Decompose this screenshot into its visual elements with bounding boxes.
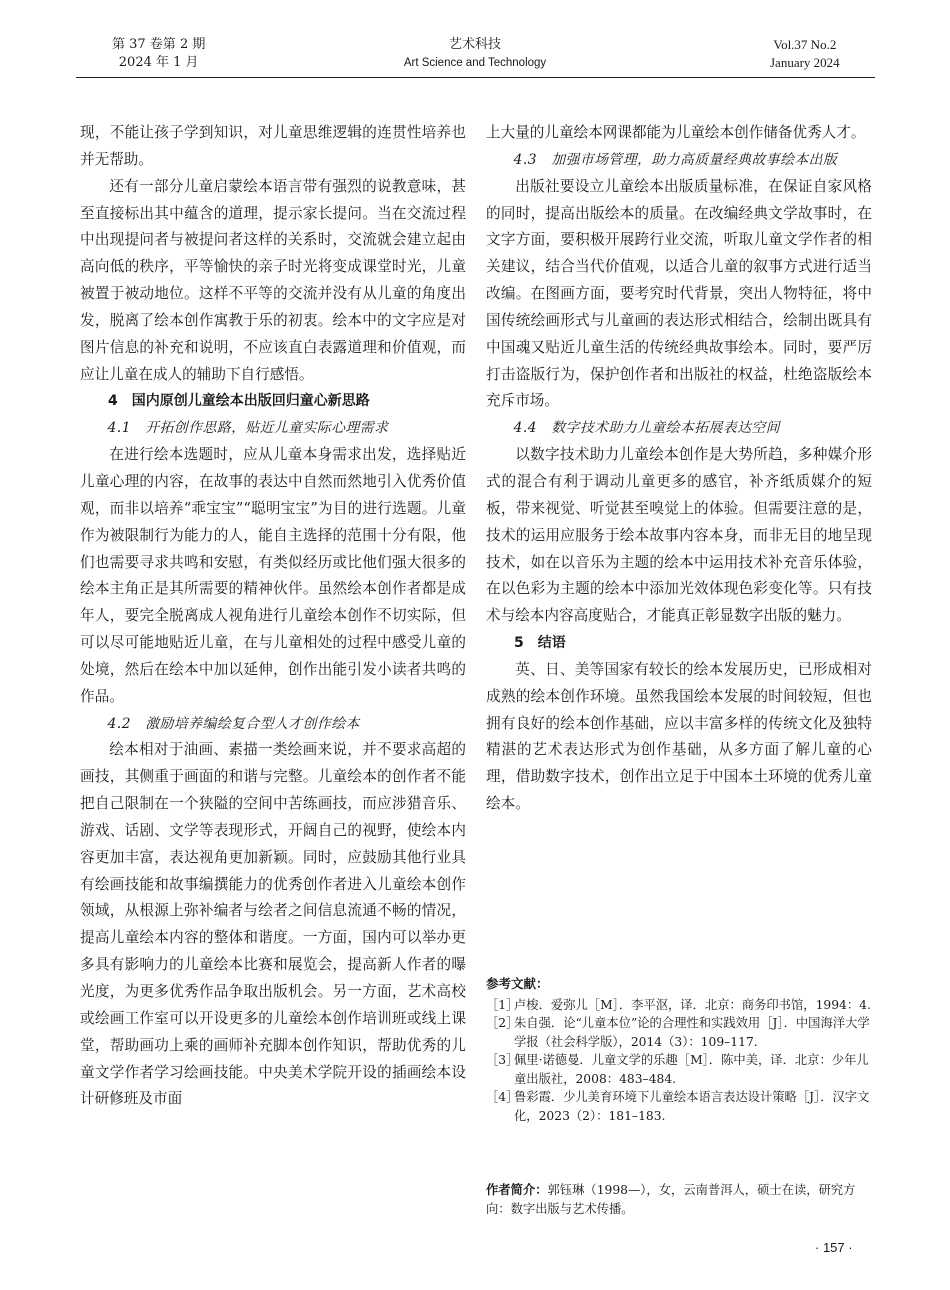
header-journal-cn: 艺术科技 [448, 37, 501, 52]
reference-item [486, 1014, 876, 1051]
header-left [112, 36, 205, 72]
header-date-cn: 2024 年 1 月 [118, 55, 199, 70]
author-bio-label: 作者简介： [486, 1183, 548, 1197]
header-date-en: January 2024 [770, 55, 840, 70]
paragraph: 上大量的儿童绘本网课都能为儿童绘本创作储备优秀人才。 [486, 124, 866, 141]
paragraph: 在进行绘本选题时，应从儿童本身需求出发，选择贴近儿童心理的内容，在故事的表达中自然而然地引入优秀价值观，而非以培养“乖宝宝”“聪明宝宝”为目的进行选题。儿童作为被限制行为能力的人，能自主选择的范围十分有限，他们也需要寻求共鸣和安慰，有类似经历或比他们强大很多的绘本主角正是其所需要的精神伙伴。虽然绘本创作者都是成年人，要完全脱离成人视角进行儿童绘本创作不切实际，但可以尽可能地贴近儿童，在与儿童相处的过程中感受儿童的处境，然后在绘本中加以延伸，创作出能引发小读者共鸣的作品。 [80, 446, 466, 705]
author-bio [486, 1181, 876, 1219]
subsection-heading-4-2: 4.2 激励培养编绘复合型人才创作绘本 [107, 715, 360, 732]
reference-text: 鲁彩霞．少儿美育环境下儿童绘本语言表达设计策略［J］．汉字文化，2023（2）：181–183. [514, 1090, 870, 1123]
references [486, 975, 876, 1125]
header-volume-cn: 第 37 卷第 2 期 [112, 37, 206, 52]
header-volume-en: Vol.37 No.2 [773, 37, 837, 52]
reference-number: ［2］ [486, 1016, 519, 1030]
subsection-heading-4-3: 4.3 加强市场管理，助力高质量经典故事绘本出版 [513, 151, 838, 168]
paragraph: 英、日、美等国家有较长的绘本发展历史，已形成相对成熟的绘本创作环境。虽然我国绘本发展的时间较短，但也拥有良好的绘本创作基础，应以丰富多样的传统文化及独特精湛的艺术表达形式为创作基础，从多方面了解儿童的心理，借助数字技术，创作出立足于中国本土环境的优秀儿童绘本。 [486, 660, 872, 813]
header-rule [76, 77, 875, 78]
reference-item [486, 1088, 876, 1125]
reference-text: 佩里·诺德曼．儿童文学的乐趣［M］．陈中美，译．北京：少年儿童出版社，2008：483–484. [514, 1053, 869, 1086]
paragraph: 以数字技术助力儿童绘本创作是大势所趋，多种媒介形式的混合有利于调动儿童更多的感官，补齐纸质媒介的短板，带来视觉、听觉甚至嗅觉上的体验。但需要注意的是，技术的运用应服务于绘本故事内容本身，而非无目的地呈现技术，如在以音乐为主题的绘本中运用技术补充音乐体验，在以色彩为主题的绘本中添加光效体现色彩变化等。只有技术与绘本内容高度贴合，才能真正彰显数字出版的魅力。 [486, 446, 872, 625]
reference-item [486, 996, 876, 1015]
paragraph: 出版社要设立儿童绘本出版质量标准，在保证自家风格的同时，提高出版绘本的质量。在改编经典文学故事时，在文字方面，要积极开展跨行业交流，听取儿童文学作者的相关建议，结合当代价值观，以适合儿童的叙事方式进行适当改编。在图画方面，要考究时代背景，突出人物特征，将中国传统绘画形式与儿童画的表达形式相结合，绘制出既具有中国魂又贴近儿童生活的传统经典故事绘本。同时，要严厉打击盗版行为，保护创作者和出版社的权益，杜绝盗版绘本充斥市场。 [486, 177, 872, 410]
references-title: 参考文献： [486, 976, 549, 991]
reference-number: ［3］ [486, 1053, 519, 1067]
paragraph: 还有一部分儿童启蒙绘本语言带有强烈的说教意味，甚至直接标出其中蕴含的道理，提示家长提问。当在交流过程中出现提问者与被提问者这样的关系时，交流就会建立起由高向低的秩序，平等愉快的亲子时光将变成课堂时光，儿童被置于被动地位。这样不平等的交流并没有从儿童的角度出发，脱离了绘本创作寓教于乐的初衷。绘本中的文字应是对图片信息的补充和说明，不应该直白表露道理和价值观，而应让儿童在成人的辅助下自行感悟。 [80, 177, 466, 383]
reference-text: 卢梭．爱弥儿［M］．李平沤，译．北京：商务印书馆，1994：4. [514, 997, 871, 1012]
section-heading-5: 5 结语 [514, 635, 566, 652]
page-number: · 157 · [815, 1240, 853, 1255]
reference-number: ［4］ [486, 1090, 519, 1104]
paragraph: 绘本相对于油画、素描一类绘画来说，并不要求高超的画技，其侧重于画面的和谐与完整。儿童绘本的创作者不能把自己限制在一个狭隘的空间中苦练画技，而应涉猎音乐、游戏、话剧、文学等表现形式，开阔自己的视野，使绘本内容更加丰富，表达视角更加新颖。同时，应鼓励其他行业具有绘画技能和故事编撰能力的优秀创作者进入儿童绘本创作领域，从根源上弥补编者与绘者之间信息流通不畅的情况，提高儿童绘本内容的整体和谐度。一方面，国内可以举办更多具有影响力的儿童绘本比赛和展览会，提高新人作者的曝光度，为更多优秀作品争取出版机会。另一方面，艺术高校或绘画工作室可以开设更多的儿童绘本创作培训班或线上课堂，帮助画功上乘的画师补充脚本创作知识，帮助优秀的儿童文学作者学习绘画技能。中央美术学院开设的插画绘本设计研修班及市面 [80, 741, 466, 1108]
right-column [486, 120, 872, 818]
paragraph: 现，不能让孩子学到知识，对儿童思维逻辑的连贯性培养也并无帮助。 [80, 124, 466, 168]
header-journal-en: Art Science and Technology [403, 57, 547, 69]
reference-number: ［1］ [486, 997, 519, 1012]
subsection-heading-4-4: 4.4 数字技术助力儿童绘本拓展表达空间 [513, 420, 781, 437]
header-center [375, 36, 575, 72]
left-column [80, 120, 466, 1113]
reference-text: 朱自强．论“儿童本位”论的合理性和实践效用［J］．中国海洋大学学报（社会科学版），2014（3）：109–117. [514, 1016, 870, 1049]
subsection-heading-4-1: 4.1 开拓创作思路，贴近儿童实际心理需求 [107, 420, 389, 437]
header-right [770, 36, 840, 72]
author-bio-text: 郭钰琳（1998—），女，云南普洱人，硕士在读，研究方向：数字出版与艺术传播。 [486, 1183, 856, 1216]
reference-item [486, 1051, 876, 1088]
section-heading-4: 4 国内原创儿童绘本出版回归童心新思路 [108, 393, 370, 410]
